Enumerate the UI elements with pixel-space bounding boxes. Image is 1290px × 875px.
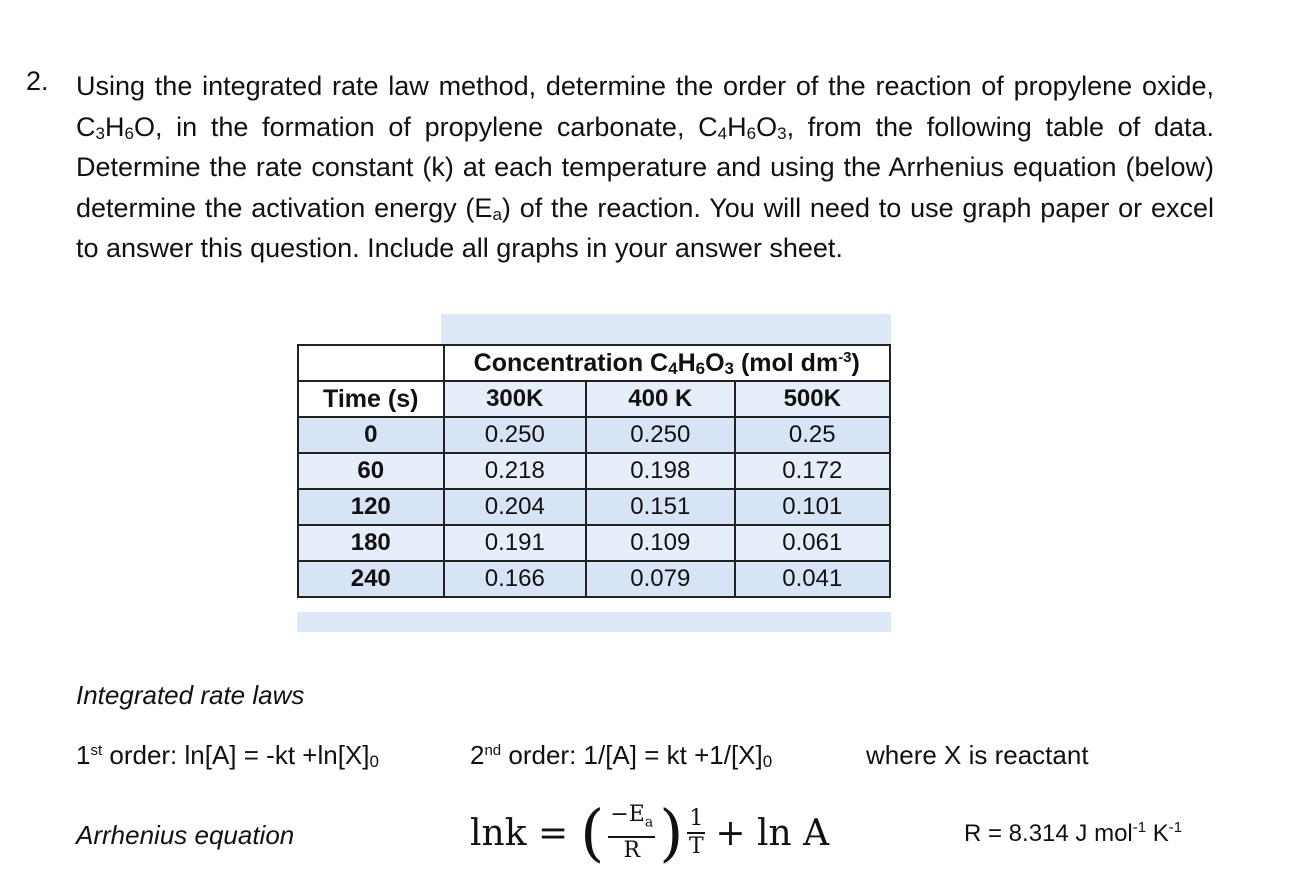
value-cell: 0.101 <box>735 489 890 525</box>
table-row <box>298 525 890 561</box>
value-cell: 0.166 <box>444 561 587 597</box>
ea-over-r-fraction: $\frac{-E_a}{R}$ <box>610 802 654 863</box>
temp-header-300: 300K <box>444 381 587 417</box>
table-band-top <box>441 314 891 344</box>
value-cell: 0.198 <box>586 453 735 489</box>
temp-header-500: 500K <box>735 381 890 417</box>
time-cell: 0 <box>298 417 444 453</box>
table-row <box>298 561 890 597</box>
time-cell: 60 <box>298 453 444 489</box>
question-number: 2. <box>26 66 49 96</box>
value-cell: 0.191 <box>444 525 587 561</box>
integrated-rate-laws-title: Integrated rate laws <box>76 680 305 710</box>
first-order-law: 1st order: $\ln[A] = -kt +\ln[X]_0$ <box>76 740 379 771</box>
value-cell: 0.151 <box>586 489 735 525</box>
table-row <box>298 489 890 525</box>
arrhenius-equation: lnk = ( $\frac{-E_a}{R}$ ) $\frac{1}{T}$ + ln A <box>470 796 830 869</box>
time-cell: 240 <box>298 561 444 597</box>
concentration-header: Concentration $C_4H_6O_3$ (mol $dm^{-3}$) <box>444 345 891 381</box>
one-over-t-fraction: $\frac{1}{T}$ <box>689 806 704 859</box>
question-text: Using the integrated rate law method, determine the order of the reaction of propylene oxide, $C_3H_6O$, in the formation of propylene carbonate, $C_4H_6O_3$, from the following table of data. Determine the rate constant (k) at each temperature and using the Arrhenius equation (below) determine the activation energy $(E_a)$ of the reaction. You will need to use graph paper or excel to answer this question. Include all graphs in your answer sheet. <box>76 71 1214 263</box>
time-cell: 120 <box>298 489 444 525</box>
value-cell: 0.041 <box>735 561 890 597</box>
arrhenius-lhs: lnk = <box>470 812 569 854</box>
value-cell: 0.218 <box>444 453 587 489</box>
table-corner-cell <box>298 345 444 381</box>
concentration-table <box>297 344 891 598</box>
gas-constant: R = 8.314 J mol$^{-1}$ $K^{-1}$ <box>964 819 1183 847</box>
table-band-bottom <box>297 612 891 632</box>
second-order-law: 2nd order: 1/[A] = kt $+1/[X]_0$ <box>470 740 773 771</box>
value-cell: 0.109 <box>586 525 735 561</box>
value-cell: 0.250 <box>444 417 587 453</box>
value-cell: 0.061 <box>735 525 890 561</box>
reactant-note: where X is reactant <box>866 740 1089 770</box>
temp-header-400: 400 K <box>586 381 735 417</box>
value-cell: 0.079 <box>586 561 735 597</box>
time-header: Time (s) <box>298 381 444 417</box>
data-table-container <box>297 314 891 632</box>
time-cell: 180 <box>298 525 444 561</box>
value-cell: 0.172 <box>735 453 890 489</box>
table-row <box>298 417 890 453</box>
table-row <box>298 453 890 489</box>
value-cell: 0.250 <box>586 417 735 453</box>
value-cell: 0.204 <box>444 489 587 525</box>
value-cell: 0.25 <box>735 417 890 453</box>
arrhenius-rhs: + ln A <box>715 812 830 854</box>
arrhenius-title: Arrhenius equation <box>76 820 295 850</box>
